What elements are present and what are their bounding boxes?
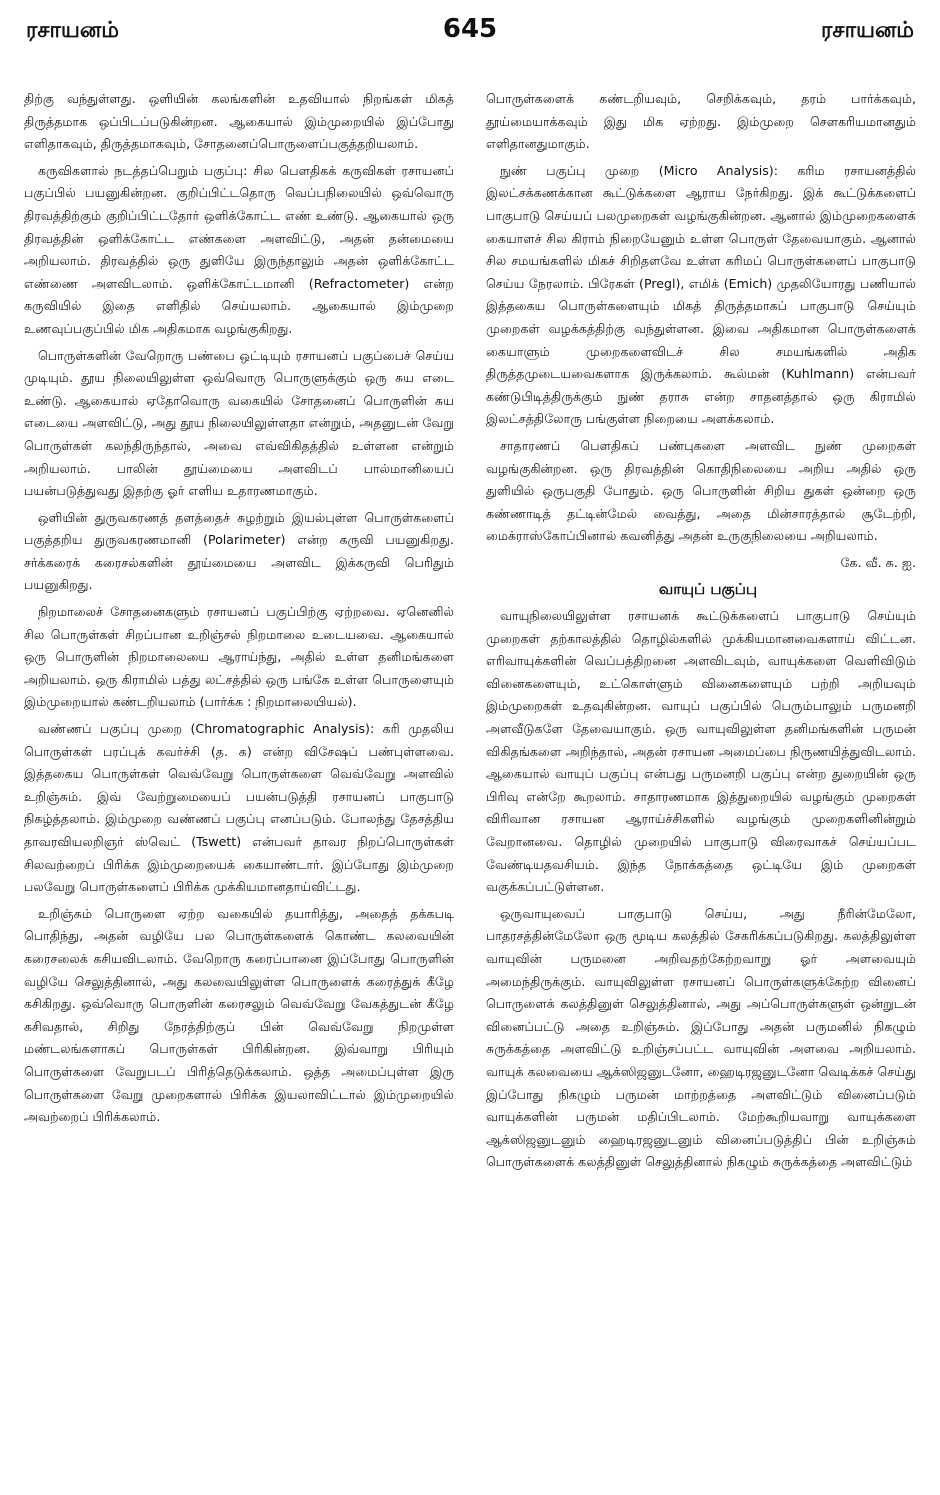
paragraph: வாயுநிலையிலுள்ள ரசாயனக் கூட்டுக்களைப் பாகுபாடு செய்யும் முறைகள் தற்காலத்தில் தொழில்களில் முக்கியமானவைகளாய் விட்டன. எரிவாயுக்களின் வெப்பத்திறனை அளவிடவும், வாயுக்களை வெளிவிடும் வினைகளையும், உட்கொள்ளும் வினைகளையும் பற்றி அறியவும் இம்முறைகள் உதவுகின்றன. வாயுப் பகுப்பில் பெரும்பாலும் பருமனறி அளவீடுகளே தேவையாகும். ஒரு வாயுவிலுள்ள தனிமங்களின் பருமன் விகிதங்களை அறிந்தால், அதன் ரசாயன அமைப்பை நிருணயித்துவிடலாம். ஆகையால் வாயுப் பகுப்பு என்பது பருமனறி பகுப்பு என்ற துறையின் ஒரு பிரிவு என்றே கூறலாம். சாதாரணமாக இத்துறையில் வழங்கும் முறைகள் விரிவான ரசாயன ஆராய்ச்சிகளில் வழங்கும் முறைகளினின்றும் வேறானவை. தொழில் முறையில் பாகுபாடு விரைவாகச் செய்யப்பட வேண்டியதவசியம். இந்த நோக்கத்தை ஒட்டியே இம் முறைகள் வகுக்கப்பட்டுள்ளன. [486, 608, 916, 895]
paragraph: நுண் பகுப்பு முறை (Micro Analysis): கரிம ரசாயனத்தில் இலட்சக்கணக்கான கூட்டுக்களை ஆராய நேர்கிறது. இக் கூட்டுக்களைப் பாகுபாடு செய்யப் பலமுறைகள் வழங்குகின்றன. ஆனால் இம்முறைகளைக் கையாளச் சில கிராம் நிறையேனும் உள்ள பொருள் தேவையாகும். ஆனால் சில சமயங்களில் மிகச் சிறிதளவே உள்ள கரிமப் பொருள்களைப் பாகுபாடு செய்ய நேரலாம். பிரேகள் (Pregl), எமிக் (Emich) முதலியோரது பணியால் இத்தகைய பொருள்களையும் மிகத் திருத்தமாகப் பாகுபாடு செய்யும் முறைகள் வழக்கத்திற்கு வந்துள்ளன. இவை அதிகமான பொருள்களைக் கையாளும் முறைகளைவிடச் சில சமயங்களில் அதிக திருத்தமுடையவைகளாக இருக்கலாம். கூல்மன் (Kuhlmann) என்பவர் கண்டுபிடித்திருக்கும் நுண் தராசு என்ற சாதனத்தால் ஒரு கிராமில் இலட்சத்திலோரு பங்குள்ள நிறையை அளக்கலாம். [486, 162, 916, 427]
paragraph: உறிஞ்சும் பொருளை ஏற்ற வகையில் தயாரித்து, அதைத் தக்கபடி பொதிந்து, அதன் வழியே பல பொருள்களைக் கொண்ட கலவையின் கரைசலைக் கசியவிடலாம். வேறொரு கரைப்பானை இப்போது பொருளின் வழியே செலுத்தினால், அது கலவையிலுள்ள பொருளைக் கரைத்துக் கீழே கசிகிறது. ஒவ்வொரு பொருளின் கரைசலும் வெவ்வேறு வேகத்துடன் கீழே கசிவதால், சிறிது நேரத்திற்குப் பின் வெவ்வேறு நிறமுள்ள மண்டலங்களாகப் பொருள்கள் பிரிகின்றன. இவ்வாறு பிரியும் பொருள்களை வேறுபடப் பிரித்தெடுக்கலாம். ஒத்த அமைப்புள்ள இரு பொருள்களை வேறு முறைகளால் பிரிக்க இயலாவிட்டால் இம்முறையில் அவற்றைப் பிரிக்கலாம். [24, 905, 454, 1125]
author-signature: கே. வீ. சு. ஐ. [840, 554, 916, 570]
section-heading: வாயுப் பகுப்பு [658, 580, 758, 599]
left-column [24, 88, 454, 1133]
running-header-left: ரசாயனம் [26, 18, 119, 43]
paragraph: கருவிகளால் நடத்தப்பெறும் பகுப்பு: சில பௌதிகக் கருவிகள் ரசாயனப் பகுப்பில் பயனுகின்றன. குறிப்பிட்டதொரு வெப்பநிலையில் ஒவ்வொரு திரவத்திற்கும் குறிப்பிட்டதோர் ஒளிக்கோட்ட எண் உண்டு. ஆகையால் ஒரு திரவத்தின் ஒளிக்கோட்ட எண்களை அளவிட்டு, அதன் தன்மையை அறியலாம். திரவத்தில் ஒரு துளியே இருந்தாலும் அதன் ஒளிக்கோட்ட எண்ணை அளவிடலாம். ஒளிக்கோட்டமானி (Refractometer) என்ற கருவியில் இதை எளிதில் செய்யலாம். ஆகையால் இம்முறை உணவுப்பகுப்பில் மிக அதிகமாக வழங்குகிறது. [24, 162, 454, 336]
paragraph: ஒருவாயுவைப் பாகுபாடு செய்ய, அது நீரின்மேலோ, பாதரசத்தின்மேலோ ஒரு மூடிய கலத்தில் சேகரிக்கப்படுகிறது. கலத்திலுள்ள வாயுவின் பருமனை அறிவதற்கேற்றவாறு ஓர் அளவையும் அமைந்திருக்கும். வாயுவிலுள்ள ரசாயனப் பொருள்களுக்கேற்ற வினைப் பொருளைக் கலத்தினுள் செலுத்தினால், அது அப்பொருள்களுள் ஒன்றுடன் வினைப்பட்டு அதை உறிஞ்சும். இப்போது அதன் பருமனில் நிகழும் சுருக்கத்தை அளவிட்டு உறிஞ்சப்பட்ட வாயுவின் அளவை அறியலாம். வாயுக் கலவையை ஆக்ஸிஜனுடனோ, ஹைடிரஜனுடனோ வெடிக்கச் செய்து இப்போது நிகழும் பருமன் மாற்றத்தை அளவிட்டும் வினைப்படும் வாயுக்களின் பருமன் மதிப்பிடலாம். மேற்கூறியவாறு வாயுக்களை ஆக்ஸிஜனுடனும் ஹைடிரஜனுடனும் வினைப்படுத்திப் பின் உறிஞ்சும் பொருள்களைக் கலத்தினுள் செலுத்தினால் நிகழும் சுருக்கத்தை அளவிட்டும் [486, 905, 916, 1170]
paragraph: திற்கு வந்துள்ளது. ஒளியின் கலங்களின் உதவியால் நிறங்கள் மிகத் திருத்தமாக ஒப்பிடப்படுகின்றன. ஆகையால் இம்முறையில் இப்போது எளிதாகவும், திருத்தமாகவும், சோதனைப்பொருளைப்பகுத்தறியலாம். [24, 91, 454, 152]
paragraph: ஒளியின் துருவகரணத் தளத்தைச் சுழற்றும் இயல்புள்ள பொருள்களைப் பகுத்தறிய துருவகரணமானி (Polarimeter) என்ற கருவி பயனுகிறது. சர்க்கரைக் கரைசல்களின் தூய்மையை அளவிட இக்கருவி பெரிதும் பயனுகிறது. [24, 509, 454, 593]
paragraph: சாதாரணப் பௌதிகப் பண்புகளை அளவிட நுண் முறைகள் வழங்குகின்றன. ஒரு திரவத்தின் கொதிநிலையை அறிய அதில் ஒரு துளியில் ஒருபகுதி போதும். ஒரு பொருளின் சிறிய துகள் ஒன்றை ஒரு கண்ணாடித் தட்டின்மேல் வைத்து, அதை மின்சாரத்தால் சூடேற்றி, மைக்ராஸ்கோப்பினால் கவனித்து அதன் உருகுநிலையை அறியலாம். [486, 437, 916, 544]
paragraph: பொருள்களின் வேறொரு பண்பை ஒட்டியும் ரசாயனப் பகுப்பைச் செய்ய முடியும். தூய நிலையிலுள்ள ஒவ்வொரு பொருளுக்கும் ஒரு சுய எடை உண்டு. ஆகையால் ஏதோவொரு வகையில் சோதனைப் பொருளின் சுய எடையை அளவிட்டு, அது தூய நிலையிலுள்ளதா என்றும், அதனுடன் வேறு பொருள்கள் கலந்திருந்தால், அவை எவ்விகிதத்தில் உள்ளன என்றும் அறியலாம். பாலின் தூய்மையை அளவிடப் பால்மானியைப் பயன்படுத்துவது இதற்கு ஓர் எளிய உதாரணமாகும். [24, 347, 454, 499]
paragraph: வண்ணப் பகுப்பு முறை (Chromatographic Analysis): கரி முதலிய பொருள்கள் பரப்புக் கவர்ச்சி (த. க) என்ற விசேஷப் பண்புள்ளவை. இத்தகைய பொருள்கள் வெவ்வேறு பொருள்களை வெவ்வேறு அளவில் உறிஞ்சும். இவ் வேற்றுமையைப் பயன்படுத்தி ரசாயனப் பாகுபாடு நிகழ்த்தலாம். இம்முறை வண்ணப் பகுப்பு எனப்படும். போலந்து தேசத்திய தாவரவியலறிஞர் ஸ்வெட் (Tswett) என்பவர் தாவர நிறப்பொருள்கள் சிலவற்றைப் பிரிக்க இம்முறையைக் கையாண்டார். இப்போது இம்முறை பலவேறு பொருள்களைப் பிரிக்க முக்கியமானதாய்விட்டது. [24, 721, 454, 895]
page-number: 645 [442, 14, 498, 44]
paragraph: நிறமாலைச் சோதனைகளும் ரசாயனப் பகுப்பிற்கு ஏற்றவை. ஏனெனில் சில பொருள்கள் சிறப்பான உறிஞ்சல் நிறமாலை உடையவை. ஆகையால் ஒரு பொருளின் நிறமாலையை ஆராய்ந்து, அதில் உள்ள தனிமங்களை அறியலாம். ஒரு கிராமில் பத்து லட்சத்தில் ஒரு பங்கே உள்ள பொருளையும் இம்முறையால் கண்டறியலாம் (பார்க்க : நிறமாலையியல்). [24, 604, 454, 710]
right-column [486, 88, 916, 1178]
running-header-right: ரசாயனம் [821, 18, 914, 43]
paragraph: பொருள்களைக் கண்டறியவும், செறிக்கவும், தரம் பார்க்கவும், தூய்மையாக்கவும் இது மிக ஏற்றது. இம்முறை சௌகரியமானதும் எளிதானதுமாகும். [486, 91, 916, 152]
